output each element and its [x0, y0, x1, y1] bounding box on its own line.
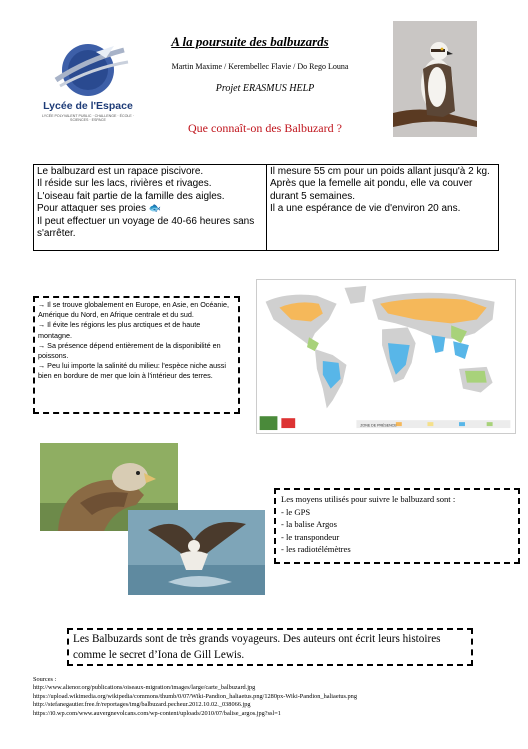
habitat-item: → Sa présence dépend entièrement de la disponibilité en poissons. — [38, 340, 221, 361]
tracking-item: - la balise Argos — [281, 519, 337, 530]
fact-item: Pour attaquer ses proies 🐟 — [37, 203, 162, 215]
sources — [33, 676, 523, 718]
distribution-map — [256, 279, 516, 434]
fish-icon: 🐟 — [148, 203, 162, 215]
habitat-box — [33, 296, 240, 414]
tracking-list — [281, 506, 513, 556]
source-link[interactable]: https://i0.wp.com/www.auvergnevolcans.com/wp-content/uploads/2010/07/balise_argos.jpg?ssl=1 — [33, 709, 281, 717]
osprey-perched-photo — [393, 21, 477, 137]
tracking-intro: Les moyens utilisés pour suivre le balbuzard sont : — [281, 494, 456, 504]
tracking-box — [274, 488, 520, 564]
fact-item: L'oiseau fait partie de la famille des aigles. — [37, 190, 225, 202]
habitat-item: → Il se trouve globalement en Europe, en Asie, en Océanie, Amérique du Nord, en Afrique centrale et du sud. — [38, 300, 229, 320]
tracking-item: - le GPS — [281, 506, 311, 517]
fact-item: Il peut effectuer un voyage de 40-66 heures sans s'arrêter. — [37, 215, 255, 240]
tracking-item: - le transpondeur — [281, 531, 340, 542]
sources-label: Sources : — [33, 676, 57, 683]
source-link[interactable]: http://stefanegautier.free.fr/reportages/img/balbuzard.pecheur.2012.10.02._038066.jpg — [33, 701, 251, 709]
tracking-item: - les radiotélémètres — [281, 544, 351, 555]
fact-item: Il a une espérance de vie d'environ 20 ans. — [270, 203, 461, 215]
main-question: Que connaît-on des Balbuzard ? — [188, 121, 342, 135]
facts-left-column — [34, 165, 267, 250]
school-tagline: LYCÉE POLYVALENT PUBLIC · CHALLENGE · ÉCOLE · SCIENCES · ESPACE — [41, 114, 134, 122]
habitat-item: → Il évite les régions les plus arctiques et de haute montagne. — [38, 320, 201, 340]
habitat-item: → Peu lui importe la salinité du milieu: l'espèce niche aussi bien en bordure de mer que loin à l'intérieur des terres. — [38, 361, 226, 381]
source-link[interactable]: https://upload.wikimedia.org/wikipedia/commons/thumb/0/07/Wiki-Pandion_haliaetus.png/1280px-Wiki-Pandion_haliaetus.png — [33, 692, 357, 700]
story-box: Les Balbuzards sont de très grands voyageurs. Des auteurs ont écrit leurs histoires comme le secret d’Iona de Gill Lewis. — [67, 628, 473, 666]
map-legend-title: ZONE DE PRÉSENCE — [360, 423, 397, 428]
authors: Martin Maxime / Kerembellec Flavie / Do Rego Louna — [171, 62, 349, 71]
school-name: Lycée de l'Espace — [43, 100, 133, 112]
fact-item: Le balbuzard est un rapace piscivore. — [37, 166, 204, 177]
source-link[interactable]: http://www.alienor.org/publications/oiseaux-migration/images/large/carte_balbuzard.jpg — [33, 684, 256, 692]
fact-item: Après que la femelle ait pondu, elle va couver durant 5 semaines. — [270, 178, 473, 202]
fact-item: Il réside sur les lacs, rivières et rivages. — [37, 178, 212, 190]
project-name: Projet ERASMUS HELP — [215, 83, 315, 94]
fact-item: Il mesure 55 cm pour un poids allant jusqu'à 2 kg. — [270, 166, 490, 177]
facts-right-column — [267, 165, 498, 250]
page-title: A la poursuite des balbuzards — [171, 34, 329, 49]
osprey-fishing-photo — [128, 510, 265, 595]
facts-table — [33, 164, 499, 251]
